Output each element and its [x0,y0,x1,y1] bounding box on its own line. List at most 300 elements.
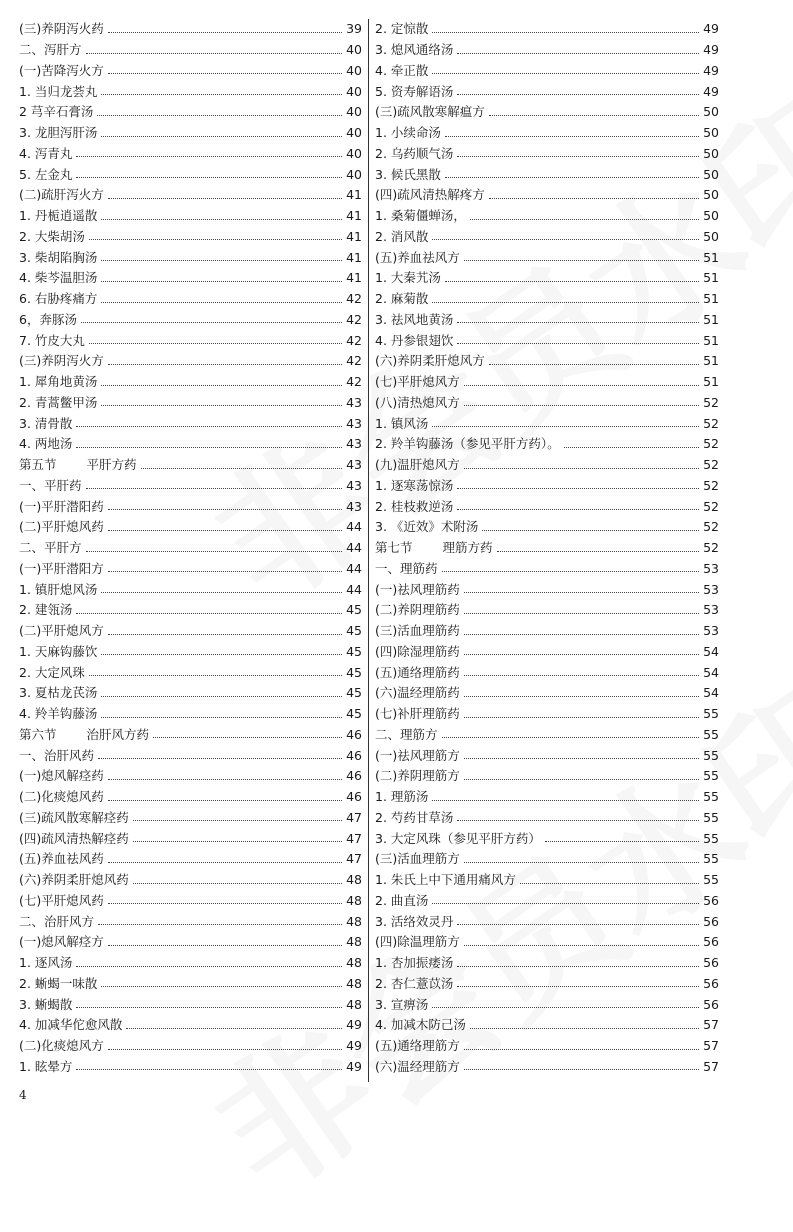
dot-leader [101,696,342,697]
toc-entry-page: 48 [346,955,362,971]
toc-entry[interactable] [19,621,362,642]
toc-entry-page: 50 [703,166,719,182]
toc-entry[interactable] [19,662,362,683]
toc-entry[interactable] [375,891,719,912]
toc-entry[interactable] [375,1057,719,1078]
toc-entry[interactable] [375,330,719,351]
toc-entry-page: 57 [703,1058,719,1074]
toc-entry[interactable] [375,600,719,621]
dot-leader [101,405,342,406]
toc-entry[interactable] [19,351,362,372]
toc-entry-page: 53 [703,602,719,618]
dot-leader [89,343,342,344]
dot-leader [457,820,699,821]
toc-entry[interactable] [375,164,719,185]
toc-entry-title: 3. 大定风珠（参见平肝方药） [375,830,541,846]
toc-entry[interactable] [19,704,362,725]
toc-entry[interactable] [19,185,362,206]
toc-entry[interactable] [375,517,719,538]
dot-leader [76,966,342,967]
dot-leader [141,468,343,469]
toc-entry-page: 56 [703,892,719,908]
toc-entry-title: (二)化痰熄风方 [19,1038,104,1054]
dot-leader [457,509,699,510]
toc-entry[interactable] [19,393,362,414]
toc-entry[interactable] [375,683,719,704]
dot-leader [98,758,342,759]
toc-left-column [19,19,362,1077]
toc-entry-title: (七)平肝熄风方 [375,374,460,390]
dot-leader [432,302,699,303]
toc-entry-page: 55 [703,872,719,888]
dot-leader [76,447,342,448]
dot-leader [464,696,699,697]
toc-entry-page: 40 [346,104,362,120]
toc-entry-title: 2. 桂枝救逆汤 [375,498,454,514]
toc-entry-title: 3. 蜥蝎散 [19,996,73,1012]
toc-entry-page: 55 [703,789,719,805]
toc-entry[interactable] [19,289,362,310]
toc-entry-page: 44 [346,560,362,576]
toc-entry[interactable] [375,642,719,663]
toc-entry[interactable] [19,206,362,227]
toc-entry-title: (一)熄风解痉方 [19,934,104,950]
dot-leader [108,198,342,199]
toc-entry-page: 50 [703,187,719,203]
toc-entry-page: 57 [703,1017,719,1033]
dot-leader [457,966,699,967]
toc-entry-title: 2. 杏仁薏苡汤 [375,975,454,991]
toc-entry-page: 55 [703,706,719,722]
dot-leader [108,509,342,510]
dot-leader [432,32,699,33]
toc-entry-title: (四)疏风清热解痉药 [19,830,129,846]
dot-leader [464,945,699,946]
dot-leader [133,841,342,842]
toc-entry[interactable] [375,227,719,248]
toc-entry[interactable] [19,496,362,517]
dot-leader [432,426,699,427]
toc-entry[interactable] [375,994,719,1015]
toc-entry[interactable] [375,206,719,227]
toc-entry-page: 44 [346,581,362,597]
dot-leader [81,322,342,323]
dot-leader [89,675,342,676]
toc-entry-title: 3. 宣痹汤 [375,996,429,1012]
toc-entry[interactable] [375,538,719,559]
toc-entry[interactable] [19,1036,362,1057]
toc-entry[interactable] [375,1015,719,1036]
toc-entry-title: 1. 理筋汤 [375,789,429,805]
toc-entry[interactable] [375,745,719,766]
toc-entry-title: (一)平肝潜阳方 [19,560,104,576]
toc-entry[interactable] [375,704,719,725]
dot-leader [101,94,342,95]
dot-leader [489,198,699,199]
toc-entry-page: 47 [346,809,362,825]
toc-entry[interactable] [375,766,719,787]
toc-entry[interactable] [375,289,719,310]
toc-entry-page: 45 [346,685,362,701]
toc-entry-page: 44 [346,519,362,535]
dot-leader [86,551,343,552]
toc-entry-page: 46 [346,789,362,805]
toc-entry-title: 2. 曲直汤 [375,892,429,908]
toc-entry-page: 49 [703,42,719,58]
dot-leader [101,717,342,718]
toc-entry[interactable] [19,19,362,40]
dot-leader [76,177,342,178]
toc-entry[interactable] [19,849,362,870]
dot-leader [464,468,699,469]
dot-leader [457,53,699,54]
toc-entry[interactable] [19,579,362,600]
toc-entry[interactable] [19,787,362,808]
toc-entry[interactable] [19,144,362,165]
toc-entry-page: 48 [346,934,362,950]
toc-entry-page: 56 [703,934,719,950]
toc-entry-title: 4. 加减华佗愈风散 [19,1017,123,1033]
toc-entry[interactable] [19,81,362,102]
toc-entry[interactable] [19,559,362,580]
toc-entry[interactable] [375,40,719,61]
toc-entry[interactable] [19,994,362,1015]
toc-entry-page: 50 [703,228,719,244]
toc-entry[interactable] [375,953,719,974]
dot-leader [86,488,343,489]
toc-entry-title: (七)补肝理筋药 [375,706,460,722]
toc-entry[interactable] [19,1057,362,1078]
toc-entry[interactable] [375,455,719,476]
toc-entry-page: 54 [703,685,719,701]
toc-entry[interactable] [375,849,719,870]
toc-entry-title: 3. 熄风通络汤 [375,42,454,58]
toc-entry-page: 49 [703,83,719,99]
dot-leader [133,883,342,884]
toc-entry-page: 55 [703,726,719,742]
dot-leader [457,488,699,489]
toc-entry[interactable] [375,476,719,497]
toc-entry[interactable] [19,455,362,476]
toc-entry[interactable] [19,538,362,559]
toc-entry-page: 56 [703,975,719,991]
toc-entry[interactable] [375,434,719,455]
toc-entry[interactable] [19,372,362,393]
toc-entry-title: (三)养阴泻火药 [19,21,104,37]
dot-leader [564,447,699,448]
toc-entry[interactable] [375,19,719,40]
dot-leader [432,1007,699,1008]
dot-leader [489,364,699,365]
toc-entry-page: 41 [346,187,362,203]
dot-leader [457,322,699,323]
toc-entry[interactable] [19,725,362,746]
toc-entry[interactable] [19,766,362,787]
toc-entry[interactable] [375,310,719,331]
toc-entry[interactable] [375,496,719,517]
toc-entry-title: (三)养阴泻火方 [19,353,104,369]
toc-entry-title: (三)疏风散寒解痉药 [19,809,129,825]
toc-entry-page: 49 [346,1058,362,1074]
toc-entry[interactable] [375,974,719,995]
toc-entry[interactable] [375,579,719,600]
toc-entry-title: 二、平肝方 [19,540,82,556]
toc-entry[interactable] [19,932,362,953]
dot-leader [153,737,342,738]
toc-entry-page: 53 [703,560,719,576]
dot-leader [445,177,699,178]
toc-entry-title: (七)平肝熄风药 [19,892,104,908]
toc-entry-title: (一)祛风理筋药 [375,581,460,597]
dot-leader [432,73,699,74]
dot-leader [101,281,342,282]
toc-entry[interactable] [375,870,719,891]
toc-entry[interactable] [19,40,362,61]
toc-entry-page: 40 [346,166,362,182]
dot-leader [101,654,342,655]
toc-entry[interactable] [19,642,362,663]
toc-entry-title: (五)通络理筋方 [375,1038,460,1054]
toc-entry-title: 2. 大柴胡汤 [19,228,85,244]
toc-entry-page: 46 [346,768,362,784]
dot-leader [101,302,342,303]
toc-entry[interactable] [375,123,719,144]
toc-entry[interactable] [19,227,362,248]
toc-entry-page: 45 [346,706,362,722]
toc-entry[interactable] [375,787,719,808]
toc-entry-page: 52 [703,540,719,556]
dot-leader [108,571,342,572]
toc-entry-page: 51 [703,332,719,348]
dot-leader [464,717,699,718]
toc-entry-title: 4. 羚羊钩藤汤 [19,706,98,722]
toc-entry-page: 48 [346,996,362,1012]
dot-leader [108,800,342,801]
toc-entry-page: 45 [346,664,362,680]
toc-entry-title: (二)平肝熄风药 [19,519,104,535]
toc-entry-page: 41 [346,208,362,224]
toc-entry[interactable] [375,102,719,123]
dot-leader [76,1007,342,1008]
toc-entry-title: 1. 桑菊僵蝉汤， [375,208,466,224]
toc-entry[interactable] [19,247,362,268]
toc-entry-page: 55 [703,809,719,825]
dot-leader [489,115,699,116]
toc-entry-page: 48 [346,975,362,991]
toc-entry[interactable] [375,828,719,849]
toc-entry[interactable] [375,621,719,642]
dot-leader [457,94,699,95]
toc-entry[interactable] [19,434,362,455]
dot-leader [482,530,699,531]
toc-entry[interactable] [375,268,719,289]
dot-leader [457,156,699,157]
toc-entry-title: 2. 麻菊散 [375,291,429,307]
toc-entry-page: 43 [346,457,362,473]
toc-entry-page: 46 [346,747,362,763]
toc-entry-title: (五)通络理筋药 [375,664,460,680]
toc-entry-page: 53 [703,623,719,639]
toc-entry-title: 2. 青蒿鳖甲汤 [19,394,98,410]
toc-entry[interactable] [19,745,362,766]
toc-entry-page: 42 [346,374,362,390]
toc-entry[interactable] [19,683,362,704]
toc-entry[interactable] [19,268,362,289]
toc-entry[interactable] [375,932,719,953]
toc-entry-title: (三)活血理筋药 [375,623,460,639]
dot-leader [445,281,699,282]
toc-entry-page: 49 [346,1038,362,1054]
toc-entry[interactable] [19,891,362,912]
toc-entry-title: 3. 柴胡陷胸汤 [19,249,98,265]
toc-entry-page: 56 [703,913,719,929]
toc-entry[interactable] [19,870,362,891]
toc-entry-page: 41 [346,249,362,265]
toc-entry-title: 一、平肝药 [19,477,82,493]
toc-entry-title: 2 芎辛石膏汤 [19,104,94,120]
toc-entry-page: 55 [703,851,719,867]
dot-leader [101,385,342,386]
toc-entry-title: 1. 丹栀逍遥散 [19,208,98,224]
toc-entry[interactable] [19,1015,362,1036]
column-divider [368,19,369,1082]
toc-entry-page: 43 [346,415,362,431]
toc-entry-page: 43 [346,477,362,493]
toc-entry[interactable] [375,144,719,165]
toc-entry[interactable] [19,600,362,621]
dot-leader [464,385,699,386]
toc-entry[interactable] [19,102,362,123]
toc-entry[interactable] [375,351,719,372]
toc-entry-page: 50 [703,208,719,224]
toc-entry[interactable] [375,393,719,414]
toc-entry-title: 2. 蜥蝎一味散 [19,975,98,991]
toc-entry[interactable] [375,81,719,102]
toc-entry-title: (六)养阴柔肝熄风药 [19,872,129,888]
toc-entry-title: (五)养血祛风方 [375,249,460,265]
toc-entry-page: 57 [703,1038,719,1054]
toc-entry-page: 50 [703,125,719,141]
toc-entry[interactable] [375,61,719,82]
toc-right-column [375,19,719,1077]
toc-entry-page: 55 [703,830,719,846]
toc-entry-title: 第七节 理筋方药 [375,540,493,556]
toc-entry[interactable] [19,828,362,849]
toc-entry[interactable] [19,517,362,538]
toc-entry-page: 52 [703,415,719,431]
toc-entry-title: 3. 祛风地黄汤 [375,311,454,327]
toc-entry-page: 40 [346,42,362,58]
toc-entry[interactable] [375,1036,719,1057]
toc-entry[interactable] [19,330,362,351]
toc-entry-page: 51 [703,270,719,286]
toc-entry-page: 47 [346,851,362,867]
toc-entry-title: 4. 丹参银翅饮 [375,332,454,348]
toc-entry[interactable] [19,476,362,497]
toc-entry-title: 1. 朱氏上中下通用痛风方 [375,872,516,888]
toc-entry-title: (九)温肝熄风方 [375,457,460,473]
toc-entry-page: 45 [346,643,362,659]
toc-entry[interactable] [375,808,719,829]
toc-entry-title: 二、治肝风方 [19,913,95,929]
toc-entry-title: 2. 乌药顺气汤 [375,145,454,161]
toc-entry[interactable] [375,372,719,393]
toc-entry-title: 1. 大秦艽汤 [375,270,441,286]
toc-entry-page: 40 [346,145,362,161]
toc-entry-title: 1. 犀角地黄汤 [19,374,98,390]
toc-entry-page: 48 [346,913,362,929]
toc-entry[interactable] [19,123,362,144]
toc-entry-page: 52 [703,498,719,514]
toc-entry-title: 1. 小续命汤 [375,125,441,141]
toc-entry-title: (六)温经理筋药 [375,685,460,701]
toc-entry[interactable] [375,662,719,683]
toc-entry-page: 43 [346,498,362,514]
toc-entry[interactable] [19,808,362,829]
toc-entry-page: 52 [703,477,719,493]
toc-entry[interactable] [375,559,719,580]
toc-entry-page: 40 [346,125,362,141]
toc-entry-page: 49 [703,21,719,37]
toc-entry[interactable] [375,911,719,932]
toc-entry-page: 42 [346,332,362,348]
dot-leader [108,779,342,780]
toc-entry-title: 4. 泻青丸 [19,145,73,161]
toc-entry[interactable] [19,164,362,185]
toc-entry[interactable] [19,911,362,932]
toc-entry[interactable] [375,247,719,268]
toc-entry-page: 42 [346,353,362,369]
toc-entry[interactable] [19,974,362,995]
dot-leader [126,1028,342,1029]
toc-entry-title: 1. 镇肝熄风汤 [19,581,98,597]
toc-entry-page: 51 [703,374,719,390]
toc-entry-title: (四)除湿理筋药 [375,643,460,659]
toc-entry-title: 1. 眩晕方 [19,1058,73,1074]
toc-entry[interactable] [19,413,362,434]
toc-entry[interactable] [375,185,719,206]
toc-entry-title: 4. 加减木防己汤 [375,1017,466,1033]
toc-entry-title: (三)疏风散寒解瘟方 [375,104,485,120]
toc-entry-title: 3. 夏枯龙芪汤 [19,685,98,701]
toc-entry-title: (六)温经理筋方 [375,1058,460,1074]
toc-entry-page: 43 [346,394,362,410]
dot-leader [464,634,699,635]
toc-entry[interactable] [19,61,362,82]
toc-entry[interactable] [375,725,719,746]
toc-entry-page: 47 [346,830,362,846]
dot-leader [464,1049,699,1050]
toc-entry-page: 43 [346,436,362,452]
toc-entry-title: 4. 牵正散 [375,62,429,78]
toc-entry-title: (八)清热熄风方 [375,394,460,410]
toc-entry-title: (五)养血祛风药 [19,851,104,867]
toc-entry-title: 2. 大定风珠 [19,664,85,680]
toc-entry[interactable] [19,953,362,974]
dot-leader [86,53,343,54]
toc-entry[interactable] [375,413,719,434]
toc-entry-title: 2. 羚羊钩藤汤（参见平肝方药）。 [375,436,560,452]
toc-entry[interactable] [19,310,362,331]
toc-entry-page: 45 [346,623,362,639]
toc-entry-page: 56 [703,955,719,971]
toc-entry-title: (一)苦降泻火方 [19,62,104,78]
dot-leader [76,613,342,614]
dot-leader [445,136,699,137]
toc-entry-page: 51 [703,291,719,307]
toc-entry-page: 48 [346,872,362,888]
dot-leader [89,239,342,240]
